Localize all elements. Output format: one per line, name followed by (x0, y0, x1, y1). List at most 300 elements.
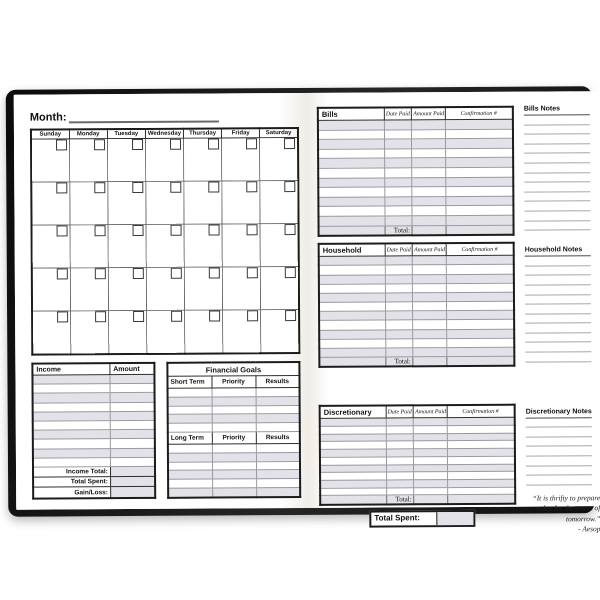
blank-cell (386, 449, 414, 457)
blank-cell (319, 320, 385, 330)
date-box (94, 139, 105, 150)
financial-goals-table (166, 361, 301, 499)
total-value-cell (320, 495, 386, 505)
blank-cell (212, 397, 256, 406)
date-box (208, 138, 219, 149)
ruled-line (524, 163, 590, 173)
blank-cell (384, 177, 412, 187)
calendar-day-header: Monday (69, 129, 107, 139)
calendar-day-cell (108, 181, 146, 224)
total-label: Gain/Loss: (33, 487, 110, 498)
calendar-day-cell (32, 225, 70, 268)
ruled-line (525, 221, 591, 231)
calendar-day-cell (184, 181, 222, 224)
calendar-day-cell (32, 268, 70, 311)
blank-cell (384, 129, 412, 139)
blank-cell (168, 488, 212, 498)
blank-cell (385, 256, 413, 265)
date-box (94, 225, 105, 236)
goals-column-header: Results (255, 376, 299, 388)
notes-block-bills (524, 105, 599, 231)
total-value-cell (110, 477, 155, 488)
ruled-line (525, 266, 591, 276)
blank-cell (445, 119, 513, 129)
blank-cell (446, 283, 514, 293)
date-box (247, 224, 258, 235)
ruled-line (525, 285, 591, 295)
blank-cell (33, 411, 110, 421)
ruled-line (525, 333, 591, 343)
blank-cell (386, 418, 414, 426)
calendar-day-cell (222, 267, 260, 310)
ruled-line (524, 173, 590, 183)
blank-cell (384, 187, 412, 197)
blank-cell (386, 441, 414, 449)
total-label: Total: (385, 357, 413, 367)
blank-cell (384, 149, 412, 159)
financial-goals-title: Financial Goals (167, 362, 299, 376)
blank-cell (446, 329, 514, 339)
blank-cell (110, 420, 155, 429)
calendar-day-cell (184, 138, 222, 181)
blank-cell (319, 311, 385, 321)
blank-cell (446, 274, 514, 284)
date-box (56, 268, 67, 279)
blank-cell (256, 388, 300, 397)
total-label: Income Total: (33, 467, 110, 478)
left-bottom-tables (31, 361, 301, 499)
blank-cell (413, 302, 446, 311)
blank-cell (413, 274, 446, 283)
ruled-line (525, 352, 591, 362)
open-pages (14, 91, 600, 534)
planner-book (6, 86, 600, 534)
blank-cell (318, 149, 384, 159)
section-title: Bills (318, 107, 384, 120)
section-column-header: Confirmation # (446, 243, 514, 256)
blank-cell (412, 120, 445, 130)
blank-cell (212, 405, 256, 414)
blank-cell (445, 148, 513, 158)
calendar-day-cell (223, 310, 261, 354)
blank-cell (385, 348, 413, 357)
blank-cell (384, 120, 412, 130)
blank-cell (318, 139, 384, 149)
blank-cell (256, 461, 300, 470)
calendar-day-cell (31, 139, 69, 182)
total-value-cell (447, 494, 515, 504)
blank-cell (319, 348, 385, 358)
blank-cell (446, 301, 514, 311)
ruled-line (524, 192, 590, 202)
blank-cell (386, 434, 414, 442)
date-box (94, 182, 105, 193)
ruled-line (524, 182, 590, 192)
calendar-day-cell (69, 139, 107, 182)
income-table (31, 362, 156, 500)
blank-cell (414, 472, 447, 480)
goals-column-header: Priority (211, 376, 255, 388)
calendar-day-cell (70, 225, 108, 268)
blank-cell (319, 274, 385, 284)
income-column-header: Income (32, 363, 109, 375)
blank-cell (446, 206, 514, 216)
notes-title: Discretionary Notes (526, 408, 592, 418)
date-box (95, 311, 106, 322)
blank-cell (414, 487, 447, 495)
total-value-cell (319, 226, 385, 236)
ruled-line (524, 154, 590, 164)
blank-cell (384, 158, 412, 168)
blank-cell (446, 338, 514, 348)
blank-cell (212, 488, 256, 498)
section-column-header: Date Paid (384, 107, 412, 120)
ruled-line (525, 276, 591, 286)
blank-cell (110, 384, 155, 393)
total-value-cell (412, 225, 445, 235)
date-box (285, 310, 296, 321)
blank-cell (256, 443, 300, 452)
blank-cell (318, 216, 384, 226)
blank-cell (446, 347, 514, 357)
section-column-header: Amount Paid (412, 107, 445, 120)
blank-cell (212, 479, 256, 488)
calendar-day-cell (184, 224, 222, 267)
ruled-line (524, 211, 590, 221)
calendar-day-cell (108, 267, 146, 310)
blank-cell (318, 130, 384, 140)
blank-cell (414, 456, 447, 464)
blank-cell (386, 472, 414, 480)
blank-cell (412, 196, 445, 206)
blank-cell (318, 158, 384, 168)
ruled-line (526, 418, 592, 428)
ruled-line (526, 456, 592, 466)
income-total-row (33, 466, 155, 477)
total-label: Total Spent: (33, 477, 110, 488)
ruled-line (526, 437, 592, 447)
calendar-day-cell (185, 310, 223, 354)
blank-cell (110, 374, 155, 383)
total-value-cell (446, 225, 514, 236)
blank-cell (386, 426, 414, 434)
date-box (132, 139, 143, 150)
blank-cell (33, 421, 110, 431)
blank-cell (168, 462, 212, 471)
blank-cell (384, 197, 412, 207)
blank-cell (168, 479, 212, 488)
notes-title: Household Notes (525, 246, 591, 256)
blank-cell (168, 470, 212, 479)
date-box (247, 181, 258, 192)
section-column-header: Amount Paid (413, 243, 446, 256)
calendar-day-header: Saturday (260, 128, 298, 138)
blank-cell (318, 120, 384, 130)
blank-cell (168, 397, 212, 406)
blank-cell (319, 330, 385, 340)
section-column-header: Date Paid (385, 243, 413, 256)
notes-column (514, 105, 600, 534)
blank-cell (318, 197, 384, 207)
ruled-line (526, 466, 592, 476)
section-column-header: Confirmation # (445, 107, 513, 120)
ruled-line (525, 314, 591, 324)
blank-cell (445, 167, 513, 177)
date-box (209, 224, 220, 235)
blank-cell (446, 292, 514, 302)
calendar-day-cell (222, 138, 260, 181)
blank-cell (412, 158, 445, 168)
blank-cell (256, 414, 300, 423)
section-total-row (320, 494, 515, 505)
date-box (132, 225, 143, 236)
blank-cell (319, 293, 385, 303)
blank-cell (256, 487, 300, 497)
blank-cell (412, 206, 445, 216)
blank-cell (256, 479, 300, 488)
blank-cell (413, 338, 446, 347)
section-title: Discretionary (320, 406, 386, 419)
calendar-day-cell (146, 181, 184, 224)
blank-cell (386, 487, 414, 495)
calendar-day-cell (146, 224, 184, 267)
date-box (133, 311, 144, 322)
calendar-day-cell (146, 310, 184, 354)
ruled-line (524, 202, 590, 212)
blank-cell (446, 320, 514, 330)
calendar-day-cell (69, 182, 107, 225)
blank-cell (446, 196, 514, 206)
blank-cell (412, 216, 445, 226)
blank-cell (318, 206, 384, 216)
calendar-day-cell (222, 224, 260, 267)
month-blank-line (68, 110, 218, 123)
blank-cell (32, 375, 109, 385)
ruled-line (525, 304, 591, 314)
calendar-day-cell (184, 267, 222, 310)
blank-cell (319, 265, 385, 275)
blank-cell (414, 449, 447, 457)
ruled-line (525, 324, 591, 334)
blank-cell (256, 423, 300, 432)
income-column-header: Amount (110, 363, 155, 375)
calendar-day-cell (222, 181, 260, 224)
blank-cell (168, 406, 212, 415)
date-box (284, 181, 295, 192)
date-box (247, 310, 258, 321)
blank-cell (384, 206, 412, 216)
ruled-line (524, 144, 590, 154)
ruled-line (524, 125, 590, 135)
section-bills (317, 106, 515, 237)
blank-cell (446, 265, 514, 275)
date-box (95, 268, 106, 279)
section-total-row (319, 225, 514, 236)
date-box (209, 267, 220, 278)
date-box (246, 138, 257, 149)
ruled-line (525, 295, 591, 305)
blank-cell (168, 453, 212, 462)
blank-cell (445, 138, 513, 148)
blank-cell (385, 283, 413, 292)
goals-column-header: Results (256, 431, 300, 443)
date-box (285, 267, 296, 278)
blank-cell (385, 216, 413, 226)
total-value-cell (319, 357, 385, 367)
blank-cell (212, 453, 256, 462)
blank-cell (212, 414, 256, 423)
date-box (209, 310, 220, 321)
ruled-line (525, 256, 591, 266)
blank-cell (212, 423, 256, 432)
date-box (56, 139, 67, 150)
section-household (318, 242, 516, 368)
goals-column-header: Long Term (168, 432, 212, 444)
calendar-day-cell (260, 138, 298, 181)
total-spent-value-cell (436, 512, 473, 525)
blank-cell (412, 187, 445, 197)
total-value-cell (447, 356, 515, 366)
blank-cell (414, 464, 447, 472)
total-value-cell (413, 357, 446, 367)
ruled-line (524, 134, 590, 144)
right-page (307, 91, 600, 534)
blank-cell (446, 255, 514, 265)
blank-cell (385, 302, 413, 311)
calendar-day-cell (146, 267, 184, 310)
blank-cell (386, 464, 414, 472)
date-box (171, 225, 182, 236)
blank-cell (414, 426, 447, 434)
blank-cell (384, 139, 412, 149)
ruled-line (526, 427, 592, 437)
blank-cell (256, 405, 300, 414)
blank-cell (413, 256, 446, 265)
aesop-quote (526, 493, 600, 535)
blank-cell (168, 444, 212, 453)
blank-cell (412, 139, 445, 149)
date-box (171, 311, 182, 322)
goals-column-header: Priority (212, 432, 256, 444)
blank-cell (414, 479, 447, 487)
calendar-day-cell (108, 224, 146, 267)
notes-block-discretionary (526, 408, 600, 486)
calendar-day-header: Wednesday (145, 129, 183, 139)
blank-cell (212, 388, 256, 397)
blank-cell (256, 470, 300, 479)
left-page (14, 93, 310, 510)
date-box (132, 182, 143, 193)
calendar-day-cell (260, 181, 298, 224)
blank-cell (445, 177, 513, 187)
section-title: Household (319, 244, 385, 257)
blank-cell (412, 129, 445, 139)
quote-attribution: - Aesop (578, 524, 600, 534)
blank-cell (110, 430, 155, 439)
goals-column-header: Short Term (167, 376, 211, 388)
total-spent-label: Total Spent: (374, 513, 420, 523)
income-total-row (33, 477, 155, 488)
blank-cell (414, 433, 447, 441)
blank-cell (319, 339, 385, 349)
notes-block-household (525, 246, 600, 362)
blank-cell (319, 302, 385, 312)
total-spent-box (369, 510, 475, 528)
blank-cell (446, 215, 514, 225)
ruled-line (525, 343, 591, 353)
calendar-day-cell (261, 310, 299, 354)
date-box (133, 268, 144, 279)
blank-cell (385, 293, 413, 302)
blank-cell (385, 320, 413, 329)
blank-cell (413, 320, 446, 329)
blank-cell (413, 292, 446, 301)
blank-cell (212, 461, 256, 470)
date-box (56, 182, 67, 193)
date-box (57, 311, 68, 322)
expense-sections (317, 106, 516, 523)
blank-cell (168, 414, 212, 423)
ruled-line (524, 115, 590, 125)
blank-cell (110, 457, 155, 466)
calendar-day-header: Sunday (31, 129, 69, 139)
blank-cell (412, 177, 445, 187)
blank-cell (33, 393, 110, 403)
blank-cell (168, 388, 212, 397)
blank-cell (212, 470, 256, 479)
date-box (170, 182, 181, 193)
calendar-day-cell (145, 138, 183, 181)
month-label: Month: (29, 111, 67, 124)
blank-cell (33, 430, 110, 440)
notes-title: Bills Notes (524, 105, 590, 115)
blank-cell (110, 393, 155, 402)
blank-cell (414, 418, 447, 426)
blank-cell (412, 168, 445, 178)
blank-cell (414, 441, 447, 449)
blank-cell (33, 402, 110, 412)
blank-cell (110, 411, 155, 420)
blank-cell (413, 265, 446, 274)
total-label: Total: (385, 225, 413, 235)
date-box (284, 138, 295, 149)
date-box (247, 267, 258, 278)
blank-cell (413, 348, 446, 357)
calendar-day-cell (260, 224, 298, 267)
date-box (285, 224, 296, 235)
blank-cell (319, 284, 385, 294)
total-value-cell (110, 487, 155, 498)
calendar-day-cell (261, 267, 299, 310)
date-box (171, 268, 182, 279)
calendar-day-cell (32, 311, 70, 355)
blank-cell (386, 480, 414, 488)
date-box (56, 225, 67, 236)
calendar-day-header: Friday (222, 128, 260, 138)
blank-cell (318, 178, 384, 188)
goals-blank-row (168, 487, 300, 497)
income-total-row (33, 487, 155, 499)
calendar-day-cell (70, 268, 108, 311)
blank-cell (445, 129, 513, 139)
blank-cell (385, 274, 413, 283)
section-discretionary (319, 404, 517, 506)
blank-cell (413, 329, 446, 338)
ruled-line (526, 447, 592, 457)
quote-text: “It is thrifty to prepare today for the wants of tomorrow.” (532, 492, 600, 523)
date-box (208, 181, 219, 192)
calendar-day-cell (31, 182, 69, 225)
